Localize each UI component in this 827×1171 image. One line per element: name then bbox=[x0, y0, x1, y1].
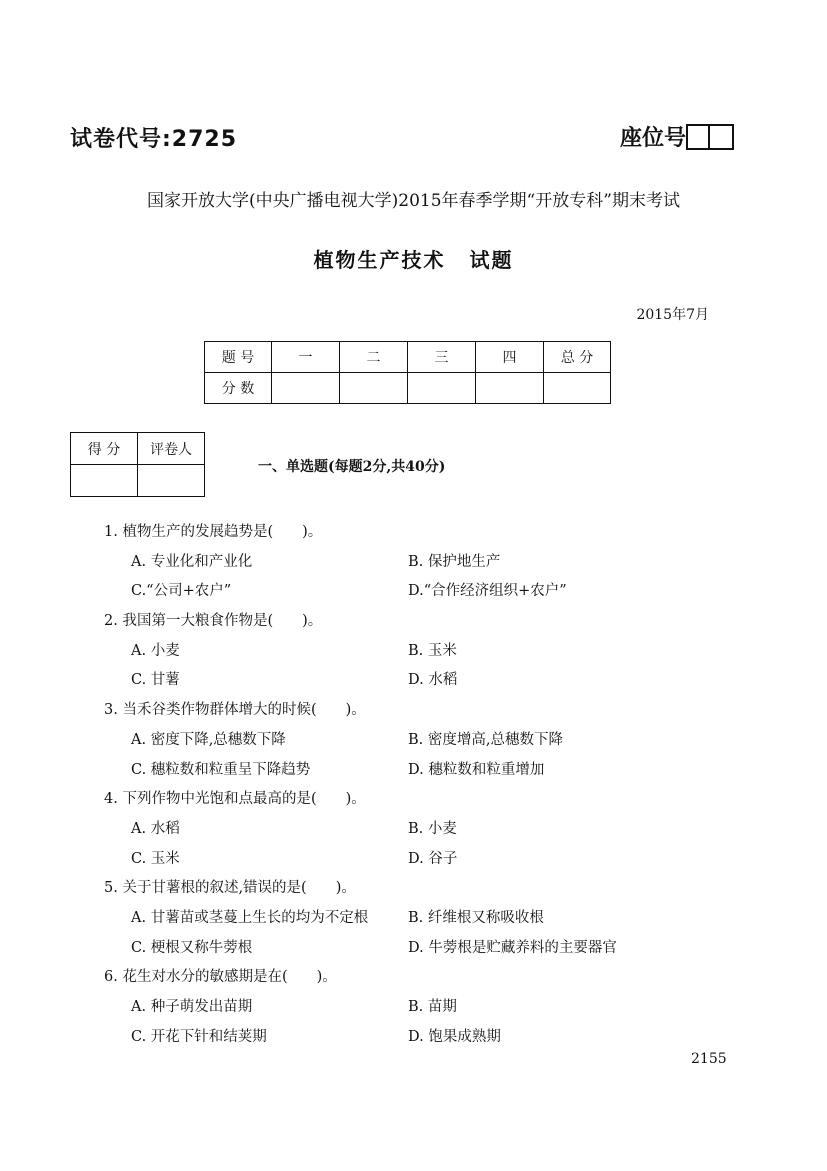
score-header-cell: 三 bbox=[408, 342, 476, 373]
seat-box-2 bbox=[710, 124, 734, 150]
score-header-cell: 总 分 bbox=[544, 342, 611, 373]
option-b: B. 保护地生产 bbox=[408, 553, 501, 570]
option-a: A. 密度下降,总穗数下降 bbox=[131, 731, 286, 748]
seat-label: 座位号 bbox=[620, 126, 687, 151]
score-header-cell: 二 bbox=[340, 342, 408, 373]
score-header-cell: 题 号 bbox=[205, 342, 272, 373]
option-d: D. 谷子 bbox=[408, 850, 458, 867]
grader-score-label: 得 分 bbox=[71, 433, 138, 465]
score-cell bbox=[272, 373, 340, 404]
question bbox=[104, 963, 744, 1052]
option-c: C. 穗粒数和粒重呈下降趋势 bbox=[131, 761, 311, 778]
question-stem: 6. 花生对水分的敏感期是在( )。 bbox=[104, 969, 337, 986]
option-a: A. 甘薯苗或茎蔓上生长的均为不定根 bbox=[131, 909, 369, 926]
option-grid bbox=[104, 637, 744, 696]
subject-title: 植物生产技术 bbox=[313, 248, 446, 272]
option-c: C. 开花下针和结荚期 bbox=[131, 1028, 267, 1045]
option-c: C. 梗根又称牛蒡根 bbox=[131, 939, 253, 956]
seat-number bbox=[620, 121, 734, 152]
question-list bbox=[104, 518, 744, 1052]
seat-box-1 bbox=[686, 124, 710, 150]
question-stem: 4. 下列作物中光饱和点最高的是( )。 bbox=[104, 791, 366, 808]
question-stem: 3. 当禾谷类作物群体增大的时候( )。 bbox=[104, 702, 366, 719]
option-c: C. 甘薯 bbox=[131, 672, 180, 689]
option-b: B. 纤维根又称吸收根 bbox=[408, 909, 544, 926]
question bbox=[104, 696, 744, 785]
option-grid bbox=[104, 993, 744, 1052]
score-header-cell: 一 bbox=[272, 342, 340, 373]
question bbox=[104, 785, 744, 874]
university-line: 国家开放大学(中央广播电视大学)2015年春季学期“开放专科”期末考试 bbox=[147, 191, 680, 211]
option-a: A. 水稻 bbox=[131, 820, 180, 837]
option-b: B. 小麦 bbox=[408, 820, 457, 837]
score-table-header-row bbox=[205, 342, 611, 373]
grader-name-label: 评卷人 bbox=[138, 433, 205, 465]
grader-name-cell bbox=[138, 465, 205, 497]
score-cell bbox=[476, 373, 544, 404]
option-b: B. 密度增高,总穗数下降 bbox=[408, 731, 563, 748]
grader-blank-row bbox=[71, 465, 205, 497]
option-c: C.“公司+农户” bbox=[131, 583, 232, 600]
score-header-cell: 四 bbox=[476, 342, 544, 373]
option-b: B. 玉米 bbox=[408, 642, 457, 659]
option-grid bbox=[104, 548, 744, 607]
grader-header-row bbox=[71, 433, 205, 465]
section-heading: 一、单选题(每题2分,共40分) bbox=[258, 459, 446, 475]
question-stem: 5. 关于甘薯根的叙述,错误的是( )。 bbox=[104, 880, 356, 897]
score-table bbox=[204, 341, 611, 404]
option-d: D.“合作经济组织+农户” bbox=[408, 583, 567, 600]
option-b: B. 苗期 bbox=[408, 999, 457, 1015]
question-stem: 1. 植物生产的发展趋势是( )。 bbox=[104, 524, 323, 540]
option-a: A. 专业化和产业化 bbox=[131, 553, 253, 570]
score-row-label: 分 数 bbox=[205, 373, 272, 404]
option-a: A. 种子萌发出苗期 bbox=[131, 999, 253, 1015]
option-grid bbox=[104, 815, 744, 874]
title-suffix: 试题 bbox=[469, 248, 514, 272]
score-cell bbox=[544, 373, 611, 404]
question bbox=[104, 518, 744, 607]
paper-code: 试卷代号:2725 bbox=[70, 127, 238, 152]
question-stem: 2. 我国第一大粮食作物是( )。 bbox=[104, 613, 323, 630]
grader-score-cell bbox=[71, 465, 138, 497]
question bbox=[104, 607, 744, 696]
option-d: D. 水稻 bbox=[408, 672, 458, 689]
option-d: D. 牛蒡根是贮藏养料的主要器官 bbox=[408, 939, 617, 956]
option-grid bbox=[104, 904, 744, 963]
paper-title bbox=[0, 244, 827, 273]
page-number: 2155 bbox=[691, 1051, 727, 1067]
option-d: D. 穗粒数和粒重增加 bbox=[408, 761, 545, 778]
exam-date: 2015年7月 bbox=[636, 307, 709, 323]
option-a: A. 小麦 bbox=[131, 642, 180, 659]
question bbox=[104, 874, 744, 963]
score-table-score-row bbox=[205, 373, 611, 404]
grader-table bbox=[70, 432, 205, 497]
option-d: D. 饱果成熟期 bbox=[408, 1028, 501, 1045]
score-cell bbox=[408, 373, 476, 404]
option-c: C. 玉米 bbox=[131, 850, 180, 867]
option-grid bbox=[104, 726, 744, 785]
score-cell bbox=[340, 373, 408, 404]
